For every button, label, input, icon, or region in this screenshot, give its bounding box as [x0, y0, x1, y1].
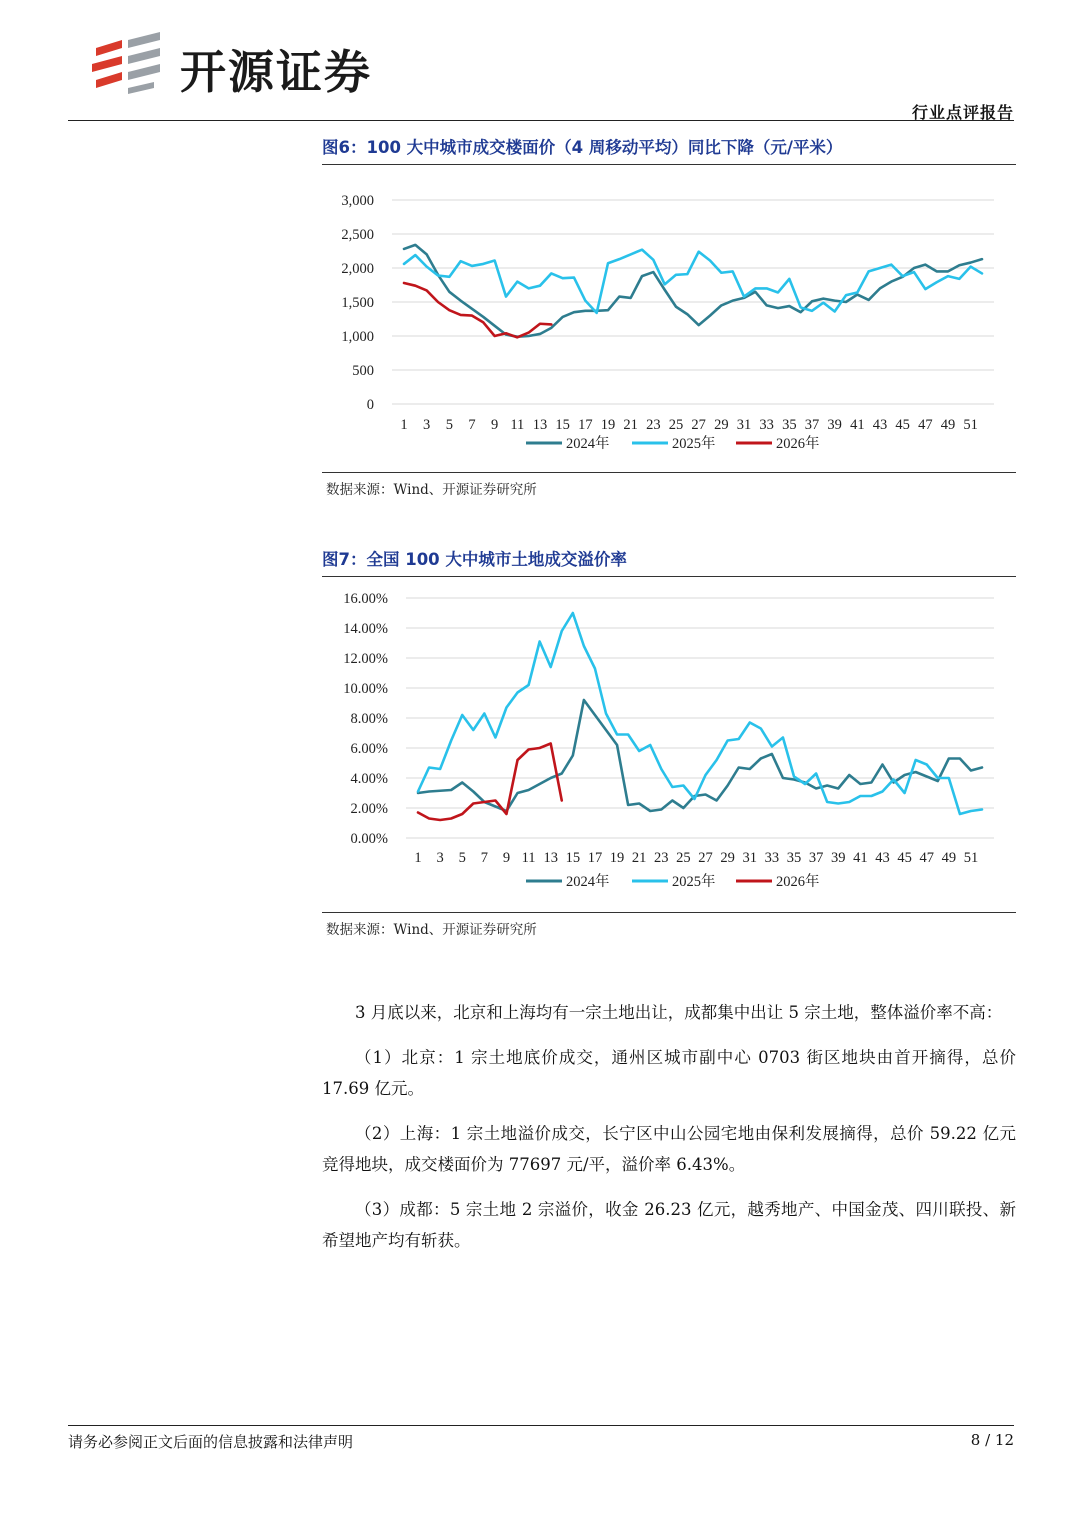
paragraph-overview: 3 月底以来，北京和上海均有一宗土地出让，成都集中出让 5 宗土地，整体溢价率不高： [355, 1003, 1003, 1022]
fig7-chart [322, 584, 1016, 910]
fig7-y-tick-label: 14.00% [343, 621, 388, 637]
fig6-title: 图6：100 大中城市成交楼面价（4 周移动平均）同比下降（元/平米） [322, 134, 1016, 165]
fig6-x-tick-label: 31 [736, 417, 752, 433]
fig6-y-tick-label: 500 [352, 363, 374, 379]
report-type: 行业点评报告 [911, 103, 1014, 122]
fig7-legend-label: 2026年 [776, 874, 820, 890]
fig6-x-tick-label: 5 [445, 417, 453, 433]
fig7-x-tick-label: 27 [698, 850, 713, 866]
brand-mark-icon [88, 30, 168, 100]
fig7-bottom-rule [322, 912, 1016, 913]
fig6-x-tick-label: 25 [668, 417, 684, 433]
paragraph-beijing: （1）北京：1 宗土地底价成交，通州区城市副中心 0703 街区地块由首开摘得，总价 17.69 亿元。 [322, 1048, 1016, 1098]
fig7-y-tick-label: 16.00% [343, 591, 388, 607]
fig6-x-tick-label: 17 [578, 417, 593, 433]
fig6-x-tick-label: 29 [714, 417, 729, 433]
fig7-x-tick-label: 45 [897, 850, 912, 866]
fig6-legend-label: 2024年 [566, 436, 610, 452]
fig7-x-tick-label: 21 [631, 850, 647, 866]
fig7-x-tick-label: 7 [480, 850, 488, 866]
fig7-x-tick-label: 49 [941, 850, 957, 866]
fig7-legend-label: 2024年 [566, 874, 610, 890]
fig6-x-tick-label: 27 [691, 417, 706, 433]
fig6-x-tick-label: 3 [423, 417, 431, 433]
fig7-series-line-2025年 [418, 613, 982, 814]
fig6-x-tick-label: 11 [510, 417, 525, 433]
fig7-x-tick-label: 43 [875, 850, 890, 866]
fig7-y-tick-label: 6.00% [350, 741, 388, 757]
fig7-legend-label: 2025年 [672, 874, 716, 890]
fig7-x-tick-label: 33 [764, 850, 780, 866]
fig6-x-tick-label: 9 [491, 417, 499, 433]
fig7-title: 图7：全国 100 大中城市土地成交溢价率 [322, 546, 1016, 577]
fig7-x-tick-label: 9 [502, 850, 511, 866]
fig7-x-tick-label: 37 [808, 850, 824, 866]
fig7-y-tick-label: 0.00% [350, 831, 388, 847]
fig7-x-tick-label: 23 [654, 850, 669, 866]
fig7-x-tick-label: 19 [609, 850, 625, 866]
header-divider [68, 120, 1014, 121]
fig6-x-tick-label: 51 [963, 417, 978, 433]
brand-name: 开源证券 [180, 45, 372, 99]
fig6-y-tick-label: 1,500 [341, 295, 374, 311]
fig7-x-tick-label: 41 [853, 850, 868, 866]
fig6-source: 数据来源：Wind、开源证券研究所 [326, 482, 537, 498]
body-text [322, 997, 1016, 1270]
fig7-x-tick-label: 47 [919, 850, 934, 866]
footer-disclaimer: 请务必参阅正文后面的信息披露和法律声明 [68, 1433, 354, 1451]
fig6-bottom-rule [322, 472, 1016, 473]
fig6-x-tick-label: 49 [940, 417, 956, 433]
fig6-chart-svg [322, 180, 1016, 470]
fig6-x-tick-label: 45 [895, 417, 910, 433]
fig7-x-tick-label: 5 [458, 850, 466, 866]
fig7-x-tick-label: 15 [565, 850, 581, 866]
fig6-x-tick-label: 13 [532, 417, 548, 433]
fig6-x-tick-label: 43 [872, 417, 888, 433]
fig7-x-tick-label: 39 [830, 850, 846, 866]
fig7-x-tick-label: 29 [720, 850, 735, 866]
fig7-x-tick-label: 13 [543, 850, 558, 866]
fig6-x-tick-label: 23 [646, 417, 661, 433]
fig6-x-tick-label: 1 [400, 417, 408, 433]
fig7-chart-svg [322, 584, 1016, 910]
fig6-x-tick-label: 33 [759, 417, 774, 433]
fig7-source: 数据来源：Wind、开源证券研究所 [326, 922, 537, 938]
fig6-x-tick-label: 39 [827, 417, 842, 433]
fig7-x-tick-label: 11 [521, 850, 536, 866]
fig6-chart [322, 180, 1016, 470]
fig7-x-tick-label: 17 [587, 850, 603, 866]
brand-logo [88, 30, 418, 100]
fig7-x-tick-label: 31 [742, 850, 758, 866]
fig7-y-tick-label: 12.00% [343, 651, 388, 667]
paragraph-chengdu: （3）成都：5 宗土地 2 宗溢价，收金 26.23 亿元，越秀地产、中国金茂、四川联投、新希望地产均有斩获。 [322, 1200, 1016, 1250]
fig7-x-tick-label: 51 [963, 850, 979, 866]
fig7-x-tick-label: 35 [786, 850, 802, 866]
fig6-y-tick-label: 2,000 [341, 261, 374, 277]
page-number: 8 / 12 [970, 1431, 1014, 1449]
fig6-y-tick-label: 3,000 [341, 193, 374, 209]
fig6-x-tick-label: 47 [918, 417, 933, 433]
fig7-y-tick-label: 10.00% [343, 681, 388, 697]
fig6-legend-label: 2026年 [776, 436, 820, 452]
fig7-x-tick-label: 1 [414, 850, 422, 866]
fig6-y-tick-label: 0 [366, 397, 374, 413]
fig6-series-line-2024年 [404, 245, 982, 337]
fig6-legend-label: 2025年 [672, 436, 716, 452]
fig6-x-tick-label: 19 [600, 417, 616, 433]
fig7-x-tick-label: 25 [676, 850, 691, 866]
fig6-x-tick-label: 15 [555, 417, 570, 433]
paragraph-shanghai: （2）上海：1 宗土地溢价成交，长宁区中山公园宅地由保利发展摘得，总价 59.22 亿元竞得地块，成交楼面价为 77697 元/平，溢价率 6.43%。 [322, 1124, 1016, 1174]
fig7-y-tick-label: 4.00% [350, 771, 388, 787]
fig6-x-tick-label: 37 [804, 417, 820, 433]
fig7-y-tick-label: 8.00% [350, 711, 388, 727]
fig6-x-tick-label: 35 [782, 417, 797, 433]
fig7-x-tick-label: 3 [436, 850, 444, 866]
fig6-y-tick-label: 2,500 [341, 227, 374, 243]
fig7-y-tick-label: 2.00% [350, 801, 388, 817]
fig6-x-tick-label: 21 [623, 417, 638, 433]
fig6-y-tick-label: 1,000 [341, 329, 374, 345]
fig7-series-line-2026年 [418, 744, 562, 821]
fig6-x-tick-label: 7 [468, 417, 476, 433]
footer-divider [68, 1425, 1014, 1426]
fig6-series-line-2026年 [404, 283, 551, 337]
fig6-x-tick-label: 41 [850, 417, 865, 433]
